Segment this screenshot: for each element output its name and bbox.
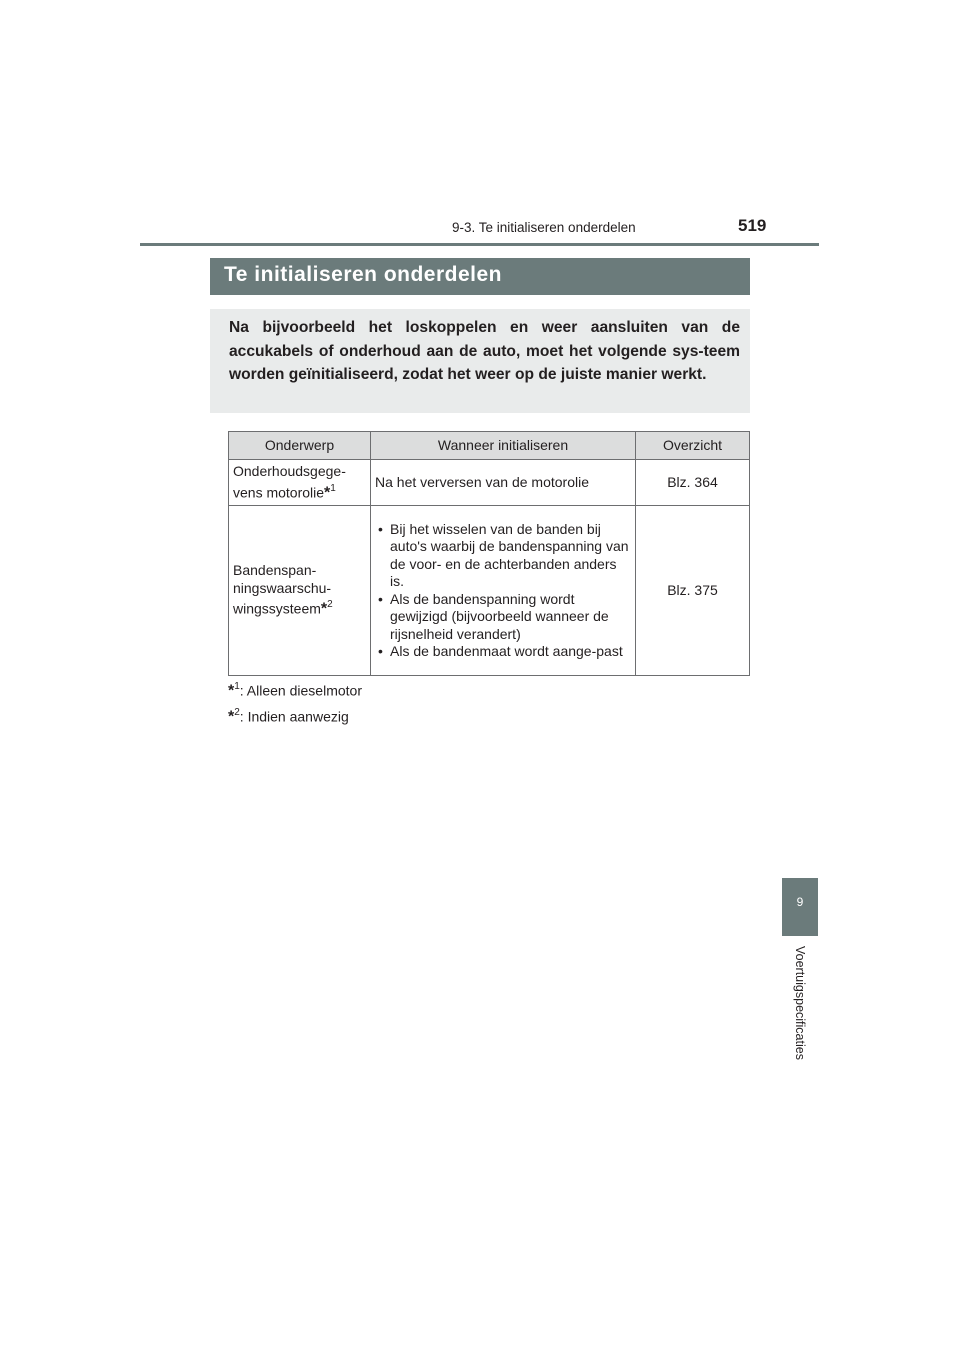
- item-line: vens motorolie: [233, 484, 325, 501]
- table-row: [229, 460, 750, 506]
- item-line: wingssysteem: [233, 601, 321, 618]
- running-header: 9-3. Te initialiseren onderdelen: [452, 220, 636, 235]
- item-line: ningswaarschu-: [233, 579, 332, 596]
- chapter-tab: [782, 878, 818, 936]
- table-header-row: [229, 432, 750, 460]
- page-number: 519: [738, 216, 767, 235]
- cell-item: [229, 460, 371, 506]
- cell-ref: Blz. 364: [636, 460, 750, 506]
- item-line: Onderhoudsgege-: [233, 463, 346, 480]
- note-number: 1: [330, 482, 336, 494]
- table-row: [229, 506, 750, 676]
- list-item: • Als de bandenspanning wordt gewijzigd (bijvoorbeeld wanneer de rijsnelheid verandert): [375, 591, 631, 644]
- header-divider: [140, 243, 819, 246]
- footnote-text: : Indien aanwezig: [239, 708, 349, 725]
- item-line: Bandenspan-: [233, 562, 317, 579]
- cell-when: Na het verversen van de motorolie: [371, 460, 636, 506]
- list-item: • Als de bandenmaat wordt aange-past: [375, 643, 631, 661]
- condition-list: [375, 521, 631, 661]
- footnote-star: *: [228, 708, 235, 726]
- column-header-item: Onderwerp: [229, 432, 371, 460]
- section-title: Te initialiseren onderdelen: [224, 263, 503, 286]
- note-number: 2: [327, 599, 333, 611]
- chapter-label: Voertuigspecificaties: [793, 946, 807, 1060]
- cell-when: [371, 506, 636, 676]
- note-star: *: [320, 601, 328, 619]
- chapter-number: 9: [796, 895, 804, 909]
- footnote-number: 2: [234, 707, 240, 718]
- column-header-ref: Overzicht: [636, 432, 750, 460]
- column-header-when: Wanneer initialiseren: [371, 432, 636, 460]
- intro-text: Na bijvoorbeeld het loskoppelen en weer aansluiten van de accukabels of onderhoud aan de auto, moet het volgende sys-teem worden geïnitialiseerd, zodat het weer op de juiste manier werkt.: [229, 319, 740, 383]
- initialization-table: [228, 431, 750, 676]
- footnote-text: : Alleen dieselmotor: [239, 682, 362, 699]
- cell-item: [229, 506, 371, 676]
- footnote: [228, 682, 362, 701]
- footnote-star: *: [228, 682, 235, 700]
- footnote-number: 1: [234, 681, 240, 692]
- cell-ref: Blz. 375: [636, 506, 750, 676]
- footnote: [228, 708, 349, 727]
- list-item: • Bij het wisselen van de banden bij auto's waarbij de bandenspanning van de voor- en de achterbanden anders is.: [375, 521, 631, 591]
- section-title-bar: [210, 258, 750, 295]
- note-star: *: [324, 484, 331, 502]
- intro-box: [210, 309, 750, 413]
